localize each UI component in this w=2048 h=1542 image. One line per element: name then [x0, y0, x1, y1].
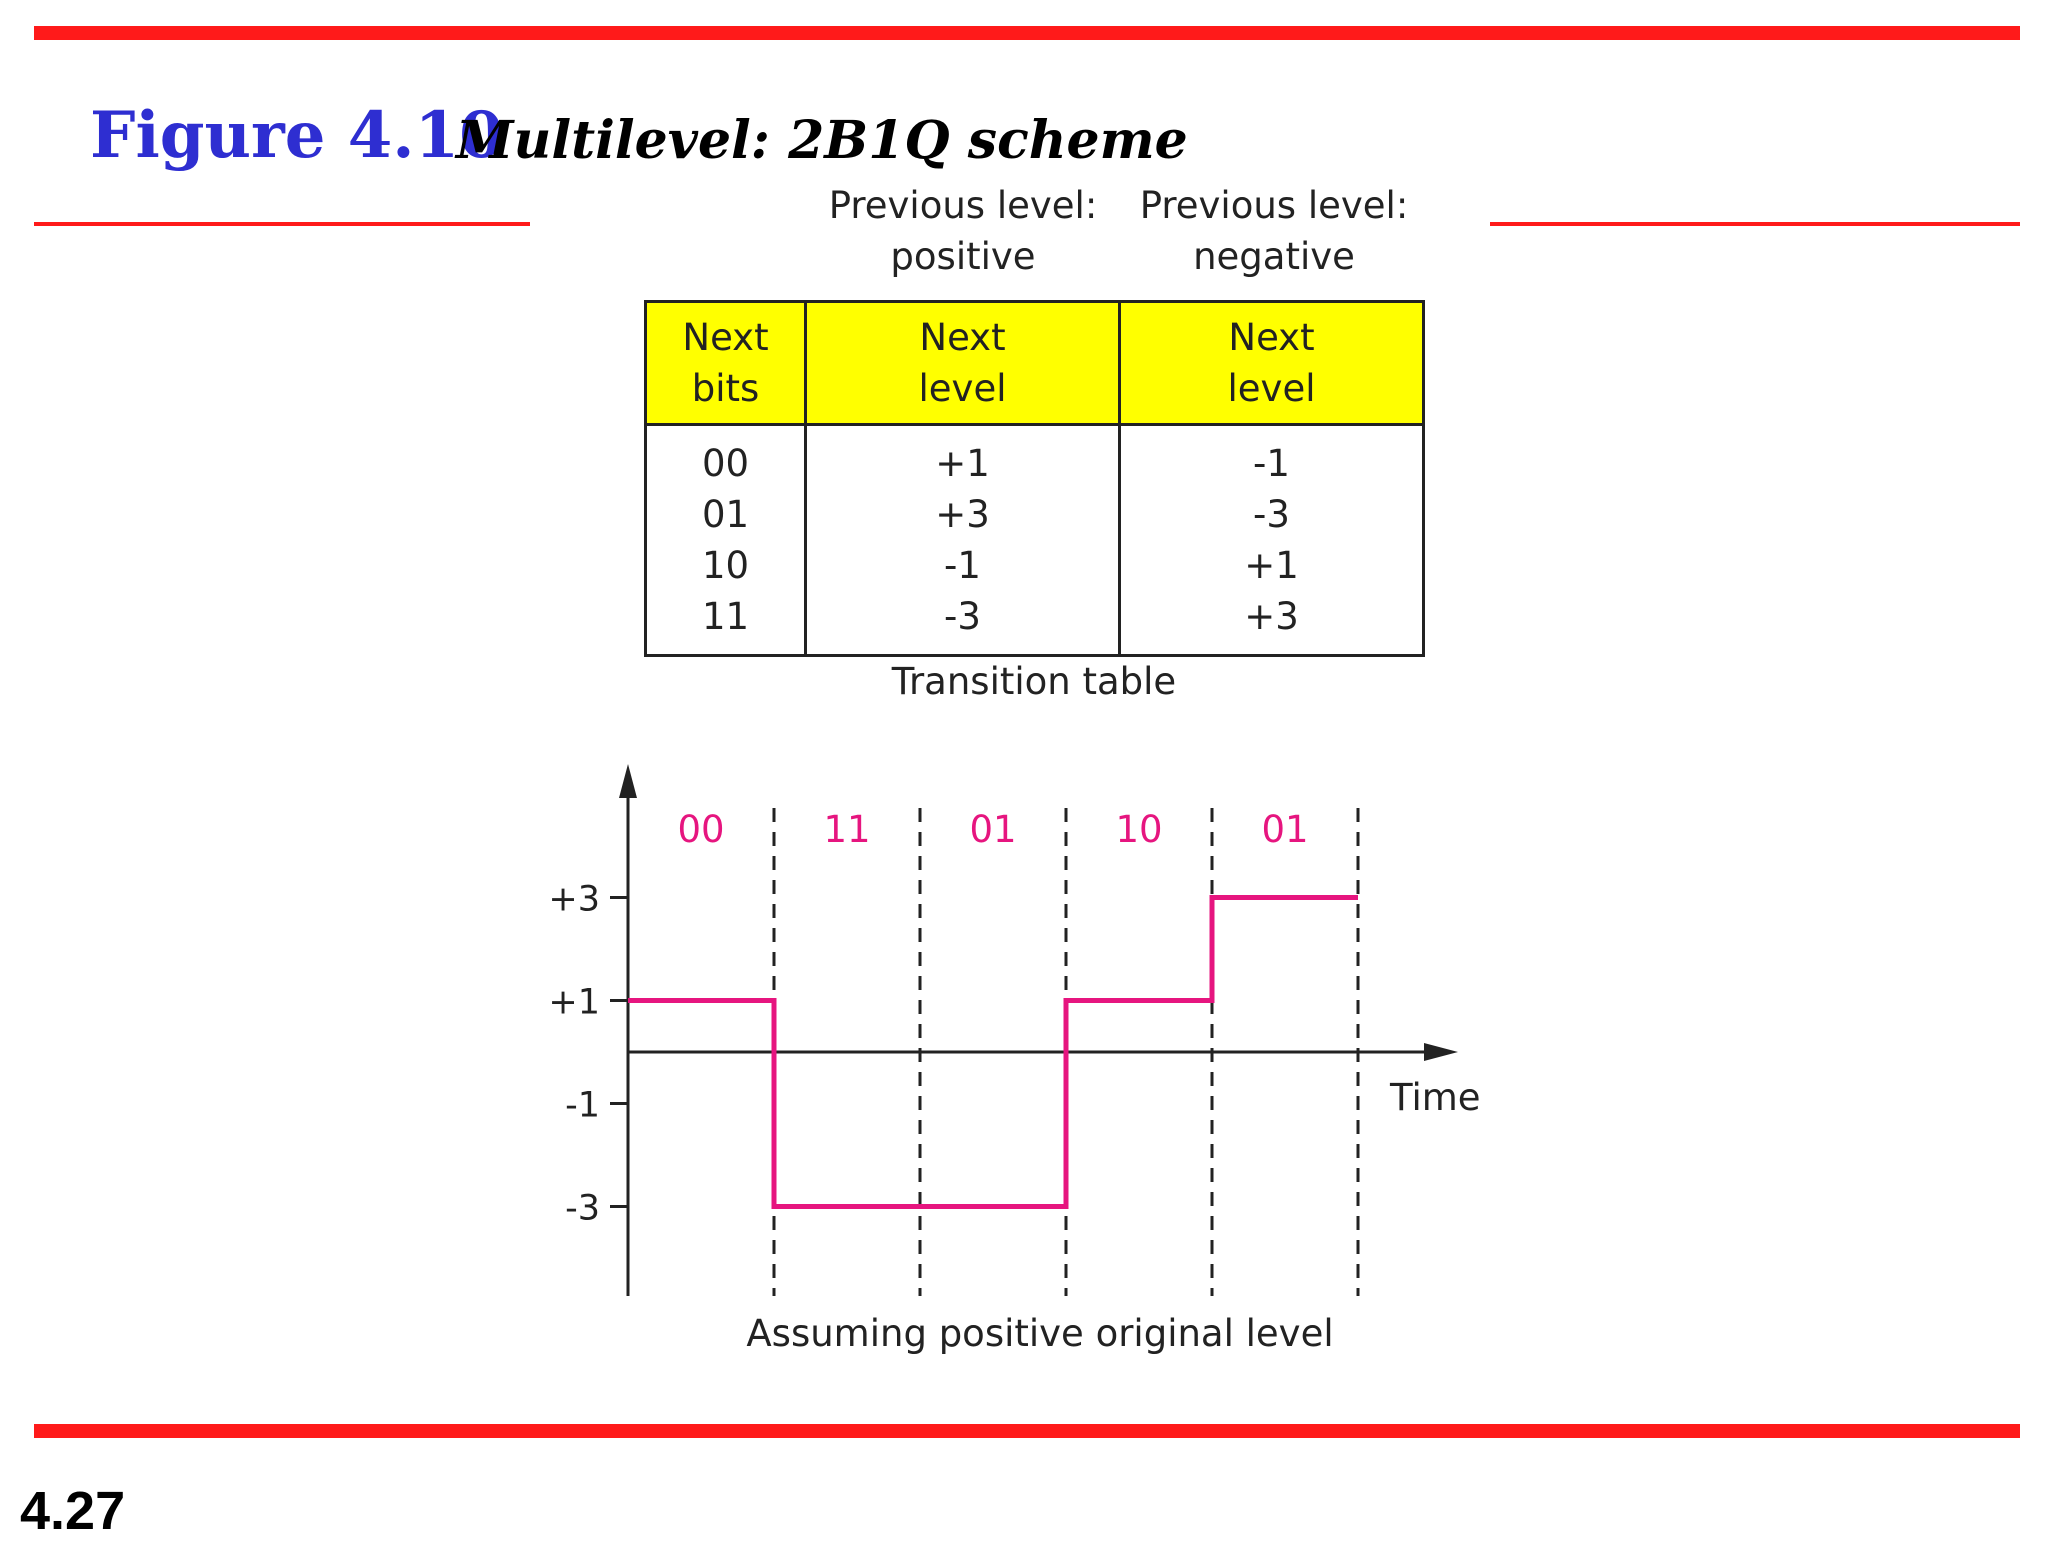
page-number: 4.27 [20, 1481, 126, 1541]
bit-pair-label: 11 [823, 808, 871, 851]
y-tick-label: -1 [565, 1085, 600, 1126]
header-next-level-positive-line2: level [918, 367, 1007, 410]
column-group-positive-line1: Previous level: [828, 184, 1098, 227]
table-cell: 10 [701, 544, 750, 587]
figure-caption: Multilevel: 2B1Q scheme [456, 110, 1188, 171]
header-next-level-negative-line2: level [1227, 367, 1316, 410]
table-cell: -3 [944, 595, 981, 638]
table-cell: +3 [1244, 595, 1299, 638]
table-cell: -1 [944, 544, 981, 587]
table-caption: Transition table [891, 660, 1177, 703]
header-next-bits-line2: bits [691, 367, 760, 410]
figure-label: Figure 4.10 [90, 98, 504, 173]
table-cell: +1 [1244, 544, 1299, 587]
table-cell: -3 [1253, 493, 1290, 536]
table-cell: 00 [701, 442, 750, 485]
x-axis-label: Time [1390, 1076, 1481, 1119]
bit-pair-label: 10 [1115, 808, 1163, 851]
chart-caption: Assuming positive original level [746, 1312, 1334, 1355]
column-group-positive-line2: positive [890, 235, 1036, 278]
column-group-negative-line1: Previous level: [1139, 184, 1409, 227]
bit-pair-label: 01 [969, 808, 1017, 851]
header-next-level-negative-line1: Next [1228, 316, 1315, 359]
y-tick-label: +3 [548, 879, 600, 920]
y-tick-label: +1 [548, 982, 600, 1023]
table-cell: 11 [701, 595, 750, 638]
header-next-bits-line1: Next [682, 316, 769, 359]
bit-pair-label: 00 [677, 808, 725, 851]
y-axis-arrow [619, 764, 637, 798]
y-tick-label: -3 [565, 1188, 600, 1229]
table-cell: +1 [935, 442, 990, 485]
table-cell: 01 [701, 493, 750, 536]
bit-pair-label: 01 [1261, 808, 1309, 851]
x-axis-arrow [1424, 1043, 1458, 1061]
table-cell: -1 [1253, 442, 1290, 485]
column-group-negative-line2: negative [1193, 235, 1355, 278]
table-cell: +3 [935, 493, 990, 536]
header-next-level-positive-line1: Next [919, 316, 1006, 359]
